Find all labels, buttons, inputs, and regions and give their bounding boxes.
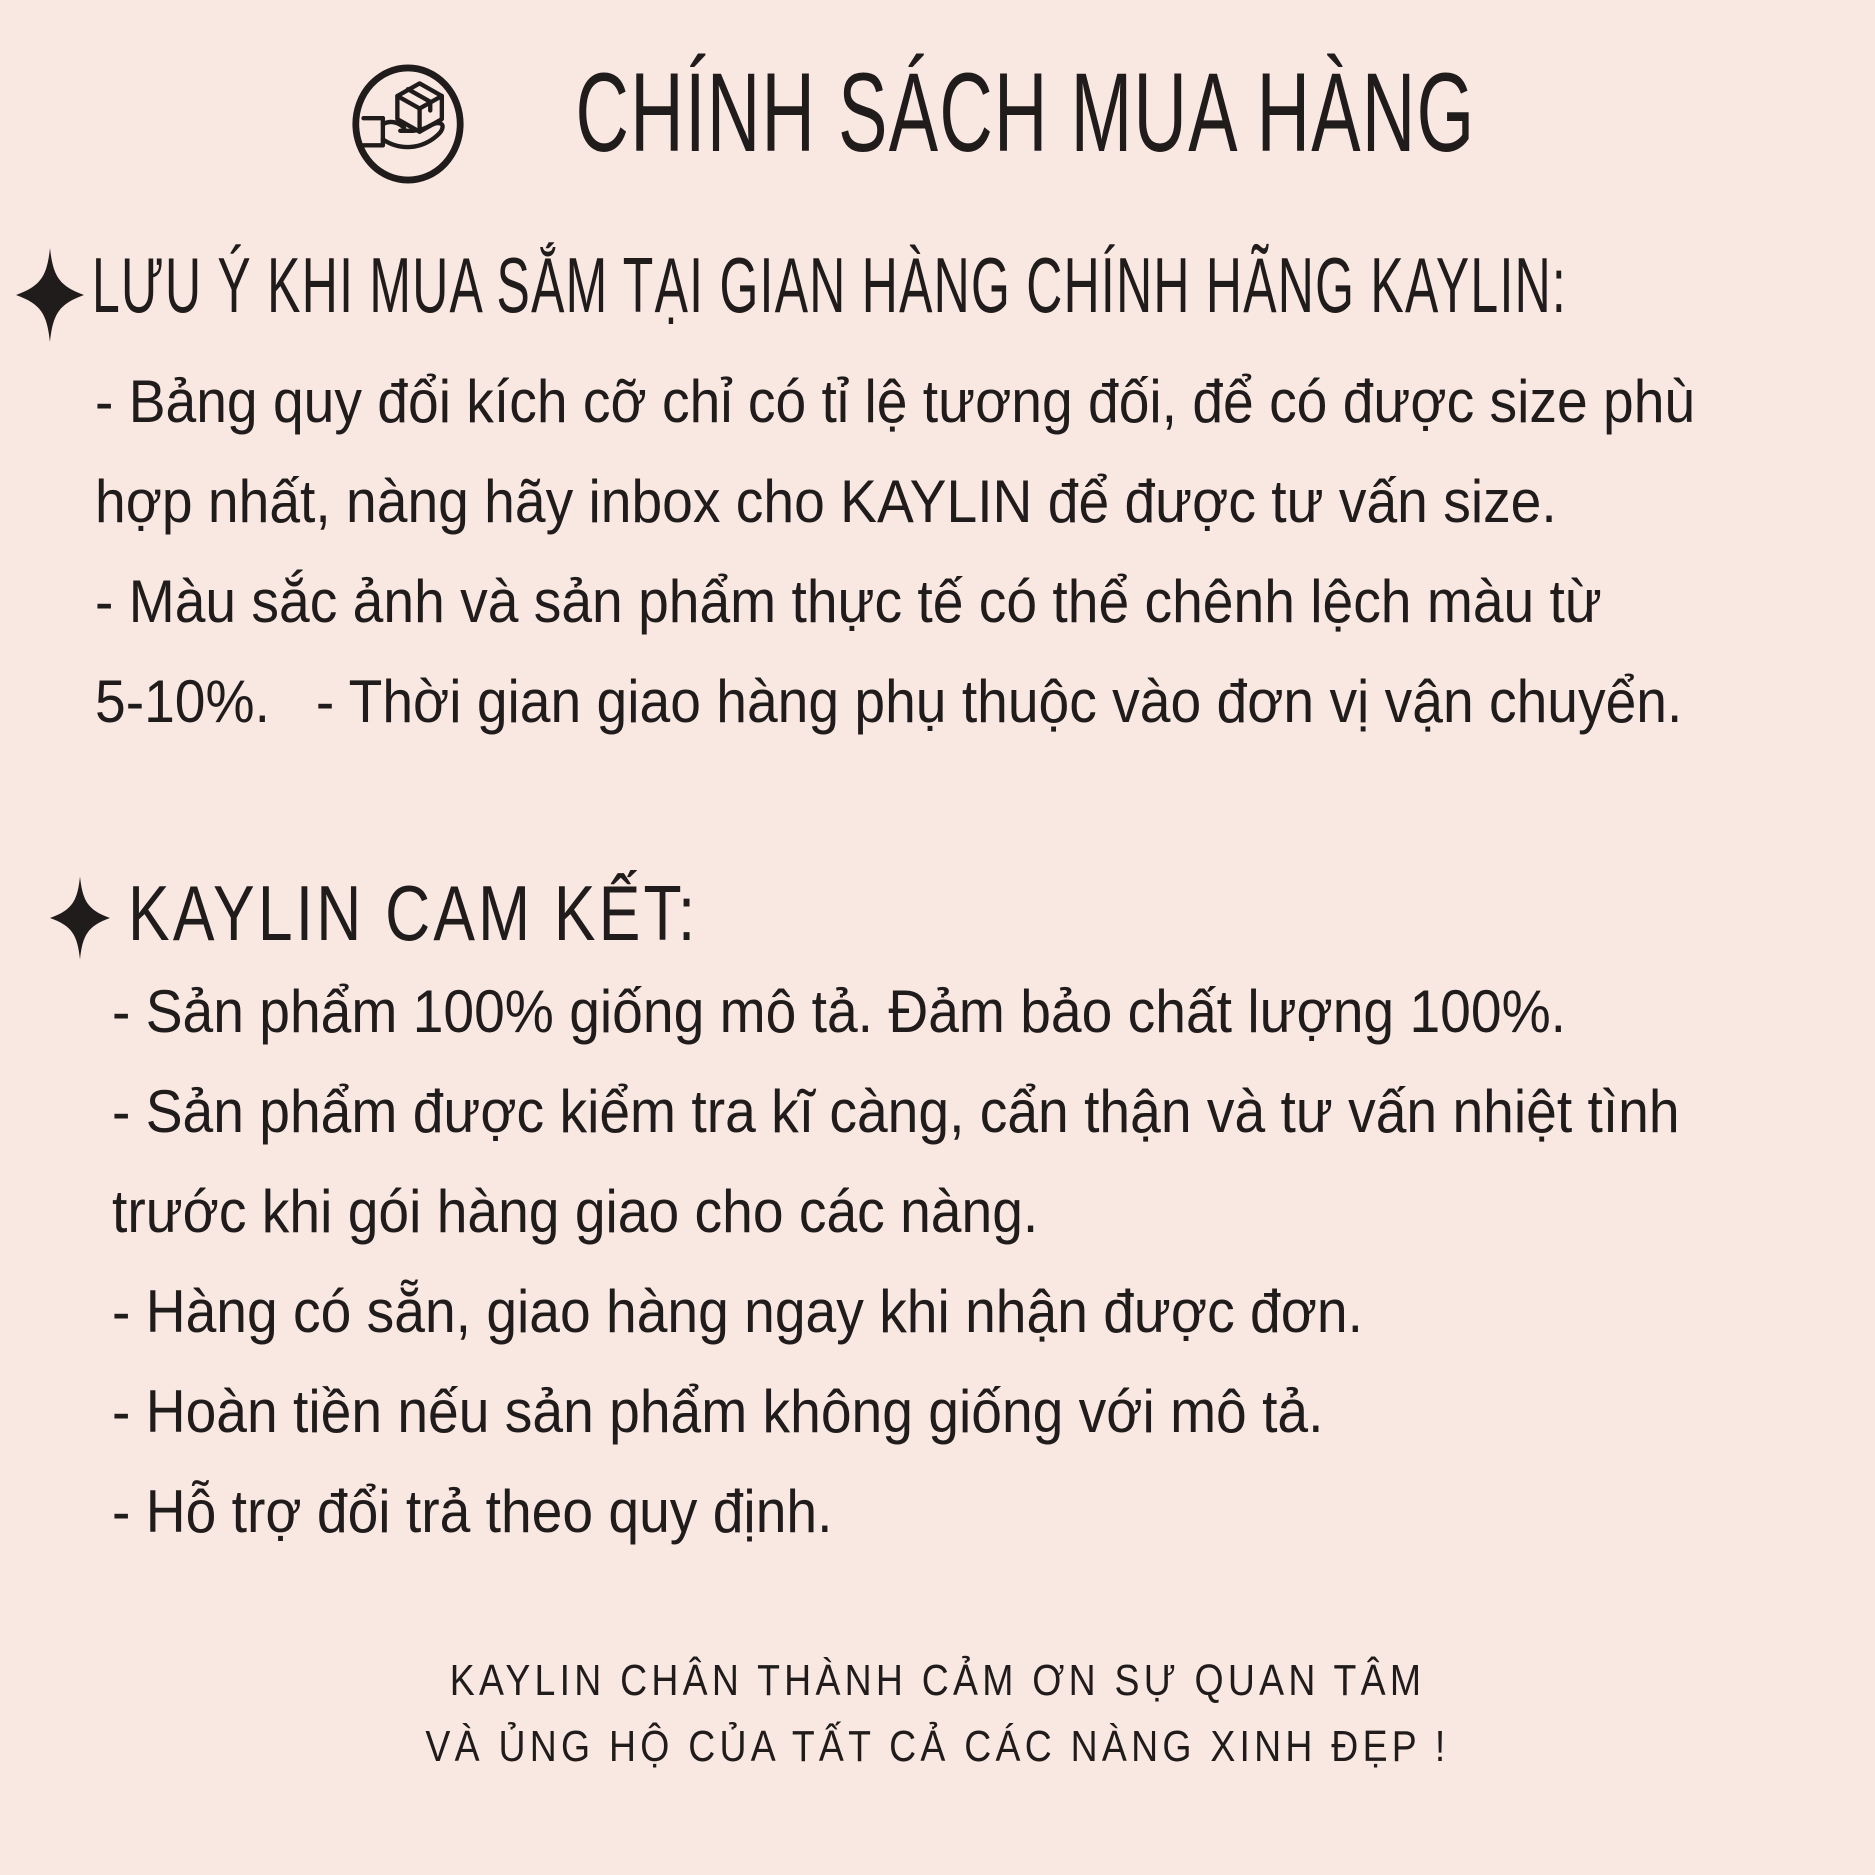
sparkle-star-icon	[50, 876, 110, 960]
footer-thanks-line-2: VÀ ỦNG HỘ CỦA TẤT CẢ CÁC NÀNG XINH ĐẸP !	[425, 1722, 1450, 1771]
policy-line: - Hoàn tiền nếu sản phẩm không giống với mô tả.	[112, 1378, 1324, 1445]
section-heading-commitments: KAYLIN CAM KẾT:	[128, 869, 699, 957]
policy-line: - Sản phẩm 100% giống mô tả. Đảm bảo chất lượng 100%.	[112, 978, 1566, 1045]
section-body-commitments	[112, 962, 1816, 1562]
policy-line: - Màu sắc ảnh và sản phẩm thực tế có thể chênh lệch màu từ	[95, 568, 1602, 635]
policy-line: - Sản phẩm được kiểm tra kĩ càng, cẩn thận và tư vấn nhiệt tình	[112, 1078, 1680, 1145]
sparkle-star-icon	[16, 248, 84, 342]
policy-line: 5-10%. - Thời gian giao hàng phụ thuộc vào đơn vị vận chuyển.	[95, 668, 1683, 735]
footer-thanks-line-1: KAYLIN CHÂN THÀNH CẢM ƠN SỰ QUAN TÂM	[449, 1656, 1426, 1705]
policy-line: hợp nhất, nàng hãy inbox cho KAYLIN để được tư vấn size.	[95, 468, 1557, 535]
section-heading-shopping-notes: LƯU Ý KHI MUA SẮM TẠI GIAN HÀNG CHÍNH HÃNG KAYLIN:	[92, 241, 1568, 329]
footer	[0, 1648, 1875, 1780]
page-title: CHÍNH SÁCH MUA HÀNG	[575, 50, 1476, 175]
section-body-shopping-notes	[95, 352, 1834, 752]
policy-line: trước khi gói hàng giao cho các nàng.	[112, 1178, 1039, 1245]
policy-line: - Hỗ trợ đổi trả theo quy định.	[112, 1478, 833, 1545]
policy-line: - Bảng quy đổi kích cỡ chỉ có tỉ lệ tương đối, để có được size phù	[95, 368, 1696, 435]
header	[0, 0, 1875, 210]
policy-line: - Hàng có sẵn, giao hàng ngay khi nhận được đơn.	[112, 1278, 1363, 1345]
